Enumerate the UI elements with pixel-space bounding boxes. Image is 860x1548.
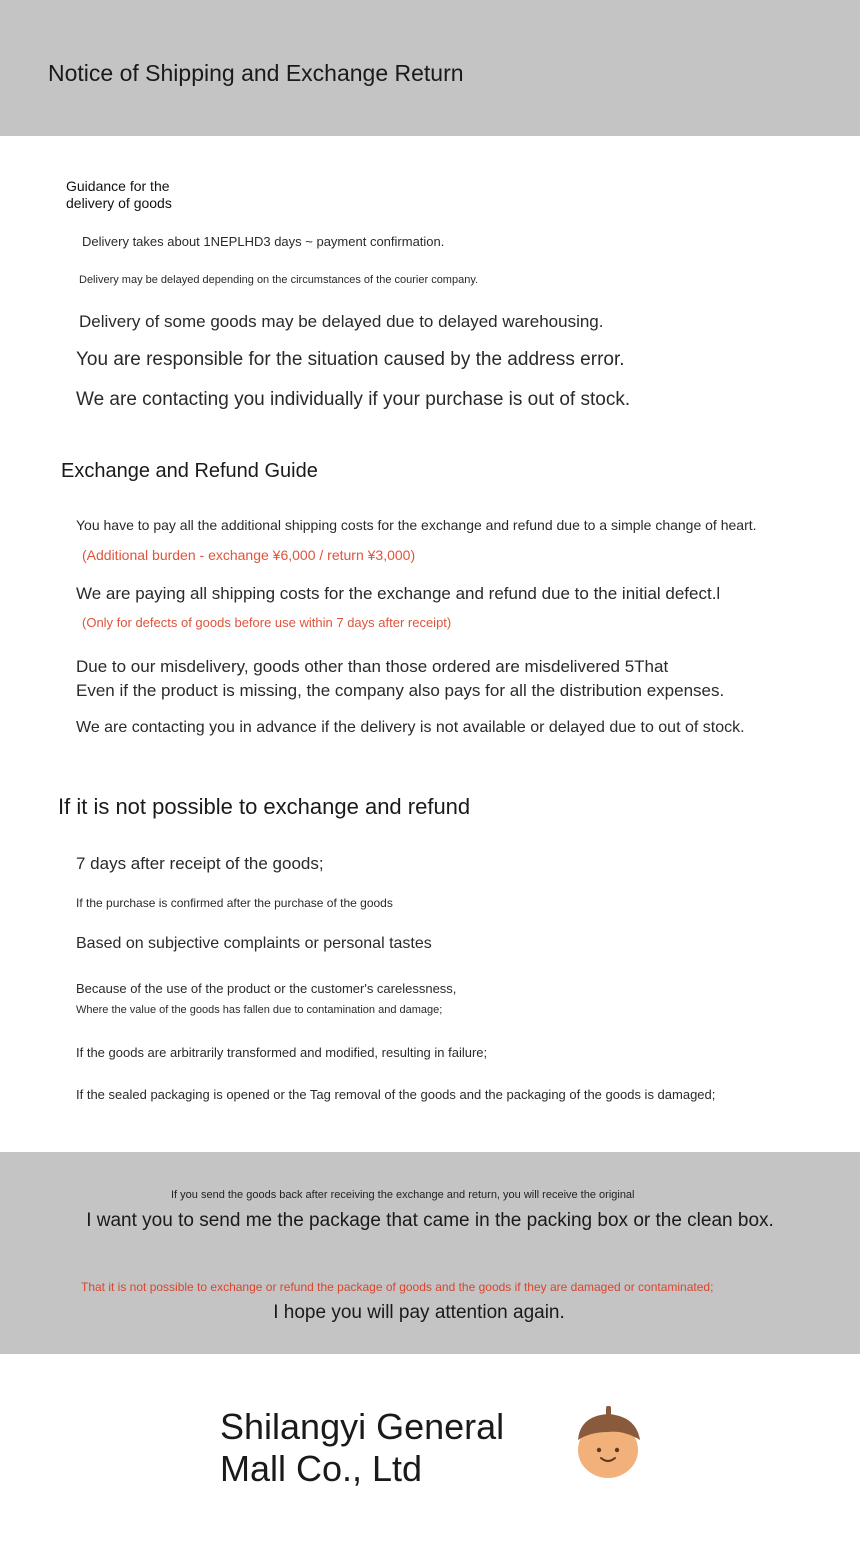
exchange-advance-contact: We are contacting you in advance if the delivery is not available or delayed due to out of stock. <box>76 719 745 736</box>
delivery-item: Delivery of some goods may be delayed due to delayed warehousing. <box>79 312 604 331</box>
delivery-heading <box>66 178 172 212</box>
not-possible-heading: If it is not possible to exchange and refund <box>58 794 471 819</box>
exchange-misdelivery-line2: Even if the product is missing, the company also pays for all the distribution expenses. <box>76 681 725 700</box>
footer-line2: I want you to send me the package that came in the packing box or the clean box. <box>86 1210 774 1231</box>
exchange-misdelivery <box>76 655 724 703</box>
exchange-defect-note: (Only for defects of goods before use within 7 days after receipt) <box>82 615 452 630</box>
exchange-simple-change: You have to pay all the additional shipping costs for the exchange and refund due to a simple change of heart. <box>76 517 757 533</box>
delivery-heading-line1: Guidance for the <box>66 178 170 194</box>
page-title: Notice of Shipping and Exchange Return <box>48 60 464 86</box>
not-possible-item: If the sealed packaging is opened or the Tag removal of the goods and the packaging of the goods is damaged; <box>76 1087 716 1102</box>
not-possible-item: 7 days after receipt of the goods; <box>76 854 324 873</box>
not-possible-item: Because of the use of the product or the customer's carelessness, <box>76 981 457 996</box>
exchange-heading: Exchange and Refund Guide <box>61 460 318 482</box>
footer-line1: If you send the goods back after receiving the exchange and return, you will receive the original <box>171 1189 635 1201</box>
not-possible-item: If the goods are arbitrarily transformed and modified, resulting in failure; <box>76 1045 488 1060</box>
company-name: Shilangyi General Mall Co., Ltd <box>220 1406 505 1489</box>
delivery-item: We are contacting you individually if your purchase is out of stock. <box>76 389 631 410</box>
acorn-mascot-icon <box>568 1400 648 1489</box>
delivery-item: Delivery takes about 1NEPLHD3 days ~ payment confirmation. <box>82 234 445 249</box>
not-possible-item: Based on subjective complaints or personal tastes <box>76 935 432 952</box>
footer-line4: I hope you will pay attention again. <box>273 1302 565 1323</box>
footer-line3: That it is not possible to exchange or refund the package of goods and the goods if they are damaged or contaminated; <box>81 1280 714 1294</box>
delivery-heading-line2: delivery of goods <box>66 195 172 211</box>
not-possible-item: If the purchase is confirmed after the purchase of the goods <box>76 896 393 910</box>
exchange-misdelivery-line1: Due to our misdelivery, goods other than those ordered are misdelivered 5That <box>76 657 669 676</box>
exchange-additional-burden: (Additional burden - exchange ¥6,000 / return ¥3,000) <box>82 547 416 563</box>
acorn-mascot-svg <box>568 1400 648 1484</box>
not-possible-item: Where the value of the goods has fallen due to contamination and damage; <box>76 1004 443 1016</box>
delivery-item: You are responsible for the situation caused by the address error. <box>76 349 625 370</box>
exchange-initial-defect: We are paying all shipping costs for the exchange and refund due to the initial defect.l <box>76 584 721 603</box>
delivery-item: Delivery may be delayed depending on the circumstances of the courier company. <box>79 274 479 286</box>
